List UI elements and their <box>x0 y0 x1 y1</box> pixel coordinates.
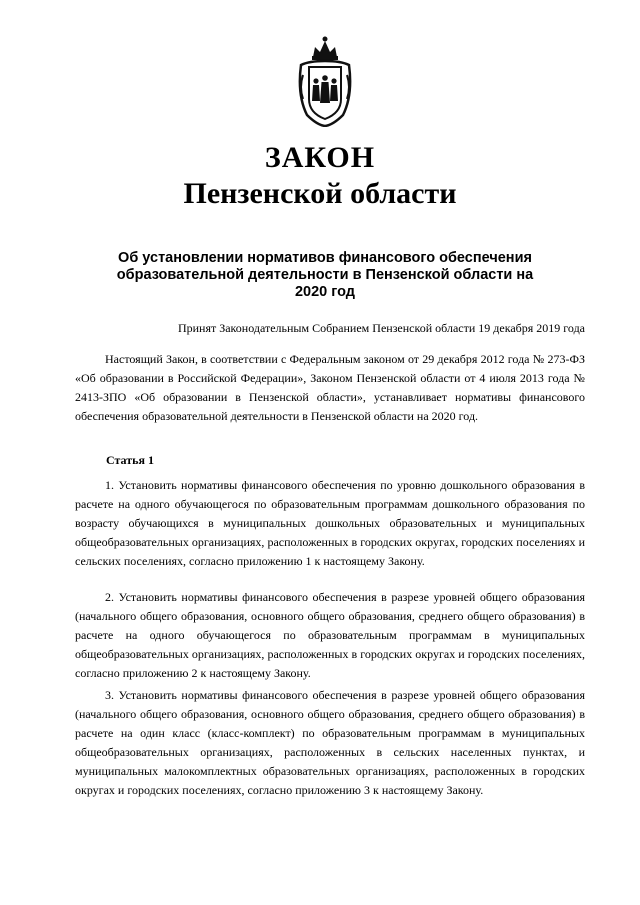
article-item: 3. Установить нормативы финансового обеспечения в разрезе уровней общего образования (начального общего образования, основного общего образования, среднего общего образования) в расчете на один класс (класс-комплект) по образовательным программам в муниципальных общеобразовательных организациях, расположенных в сельских населенных пунктах, и муниципальных малокомплектных образовательных организациях, расположенных в городских округах и городских поселениях, согласно приложению 3 к настоящему Закону. <box>75 688 585 797</box>
adoption-statement: Принят Законодательным Собранием Пензенской области 19 декабря 2019 года <box>177 321 585 335</box>
law-region: Пензенской области <box>183 177 457 210</box>
article-item: 2. Установить нормативы финансового обеспечения в разрезе уровней общего образования (начального общего образования, основного общего образования, среднего общего образования) в расчете на одного обучающегося по образовательным программам в муниципальных общеобразовательных организациях, расположенных в городских округах и городских поселениях, согласно приложению 2 к настоящему Закону. <box>75 590 585 680</box>
article-item: 1. Установить нормативы финансового обеспечения по уровню дошкольного образования в расчете на одного обучающегося по образовательным программам дошкольного образования по возрасту обучающихся в муниципальных дошкольных образовательных и муниципальных общеобразовательных организациях, расположенных в городских округах, городских поселениях и сельских поселениях, согласно приложению 1 к настоящему Закону. <box>75 478 585 568</box>
law-title: ЗАКОН <box>264 141 376 174</box>
coat-of-arms-emblem <box>293 35 357 127</box>
preamble-paragraph: Настоящий Закон, в соответствии с Федеральным законом от 29 декабря 2012 года № 273-ФЗ «Об образовании в Российской Федерации», Законом Пензенской области от 4 июля 2013 года № 2413-ЗПО «Об образовании в Пензенской области», устанавливает нормативы финансового обеспечения образовательной деятельности в Пензенской области на 2020 год. <box>75 352 585 423</box>
law-subject-heading: Об установлении нормативов финансового обеспечения образовательной деятельности в Пензенской области на 2020 год <box>116 250 534 300</box>
article-title: Статья 1 <box>106 453 154 467</box>
